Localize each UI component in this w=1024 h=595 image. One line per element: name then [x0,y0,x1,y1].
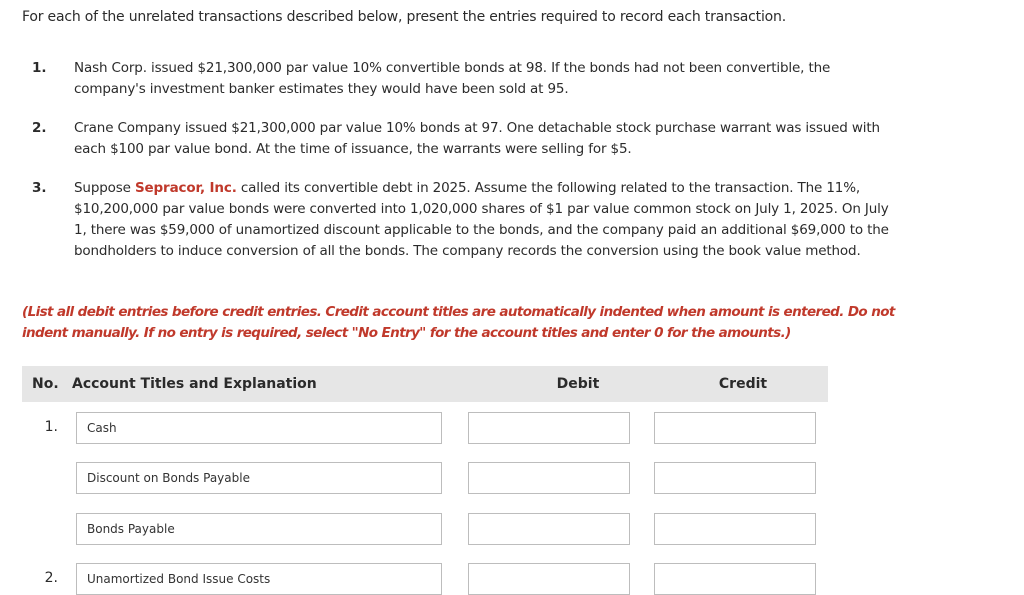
entry-number: 1. [44,419,58,435]
journal-row [22,462,828,494]
account-title-field[interactable]: Bonds Payable [76,513,442,545]
problem-text: Crane Company issued $21,300,000 par value 10% bonds at 97. One detachable stock purchase warrant was issued with each $100 par value bond. At the time of issuance, the warrants were selling for $5. [74,120,880,157]
problem-text-lead: Suppose [74,180,135,196]
debit-amount-input[interactable] [468,513,630,545]
debit-amount-input[interactable] [468,563,630,595]
problem-item [22,178,902,262]
problem-number: 1. [32,60,47,76]
problem-text [74,178,902,262]
account-title-field[interactable]: Cash [76,412,442,444]
problem-text-rest: called its convertible debt in 2025. Assume the following related to the transaction. The 11%, $10,200,000 par value bonds were converted into 1,020,000 shares of $1 par value common stock on July 1, 2025. On July 1, there was $59,000 of unamortized discount applicable to the bonds, and the company paid an additional $69,000 to the bondholders to induce conversion of all the bonds. The company records the conversion using the book value method. [74,180,889,259]
journal-row [22,412,828,444]
problem-number: 3. [32,180,47,196]
problem-item [22,58,902,100]
problem-list [22,58,902,280]
account-title-field[interactable]: Unamortized Bond Issue Costs [76,563,442,595]
instructions-intro: For each of the unrelated transactions described below, present the entries required to record each transaction. [22,9,786,25]
header-debit: Debit [556,376,600,392]
header-no: No. [32,376,59,392]
journal-row [22,563,828,595]
problem-number: 2. [32,120,47,136]
entry-instructions: (List all debit entries before credit entries. Credit account titles are automatically indented when amount is entered. Do not indent manually. If no entry is required, select "No Entry" for the account titles and enter 0 for the amounts.) [22,304,895,341]
header-account-titles: Account Titles and Explanation [72,376,317,392]
problem-text: Nash Corp. issued $21,300,000 par value 10% convertible bonds at 98. If the bonds had not been convertible, the company's investment banker estimates they would have been sold at 95. [74,60,831,97]
journal-table-header [22,366,828,402]
credit-amount-input[interactable] [654,513,816,545]
entry-number: 2. [44,570,58,586]
debit-amount-input[interactable] [468,412,630,444]
problem-item [22,118,902,160]
header-credit: Credit [718,376,768,392]
credit-amount-input[interactable] [654,412,816,444]
account-title-field[interactable]: Discount on Bonds Payable [76,462,442,494]
journal-row [22,513,828,545]
credit-amount-input[interactable] [654,563,816,595]
debit-amount-input[interactable] [468,462,630,494]
company-link[interactable]: Sepracor, Inc. [134,180,237,196]
credit-amount-input[interactable] [654,462,816,494]
